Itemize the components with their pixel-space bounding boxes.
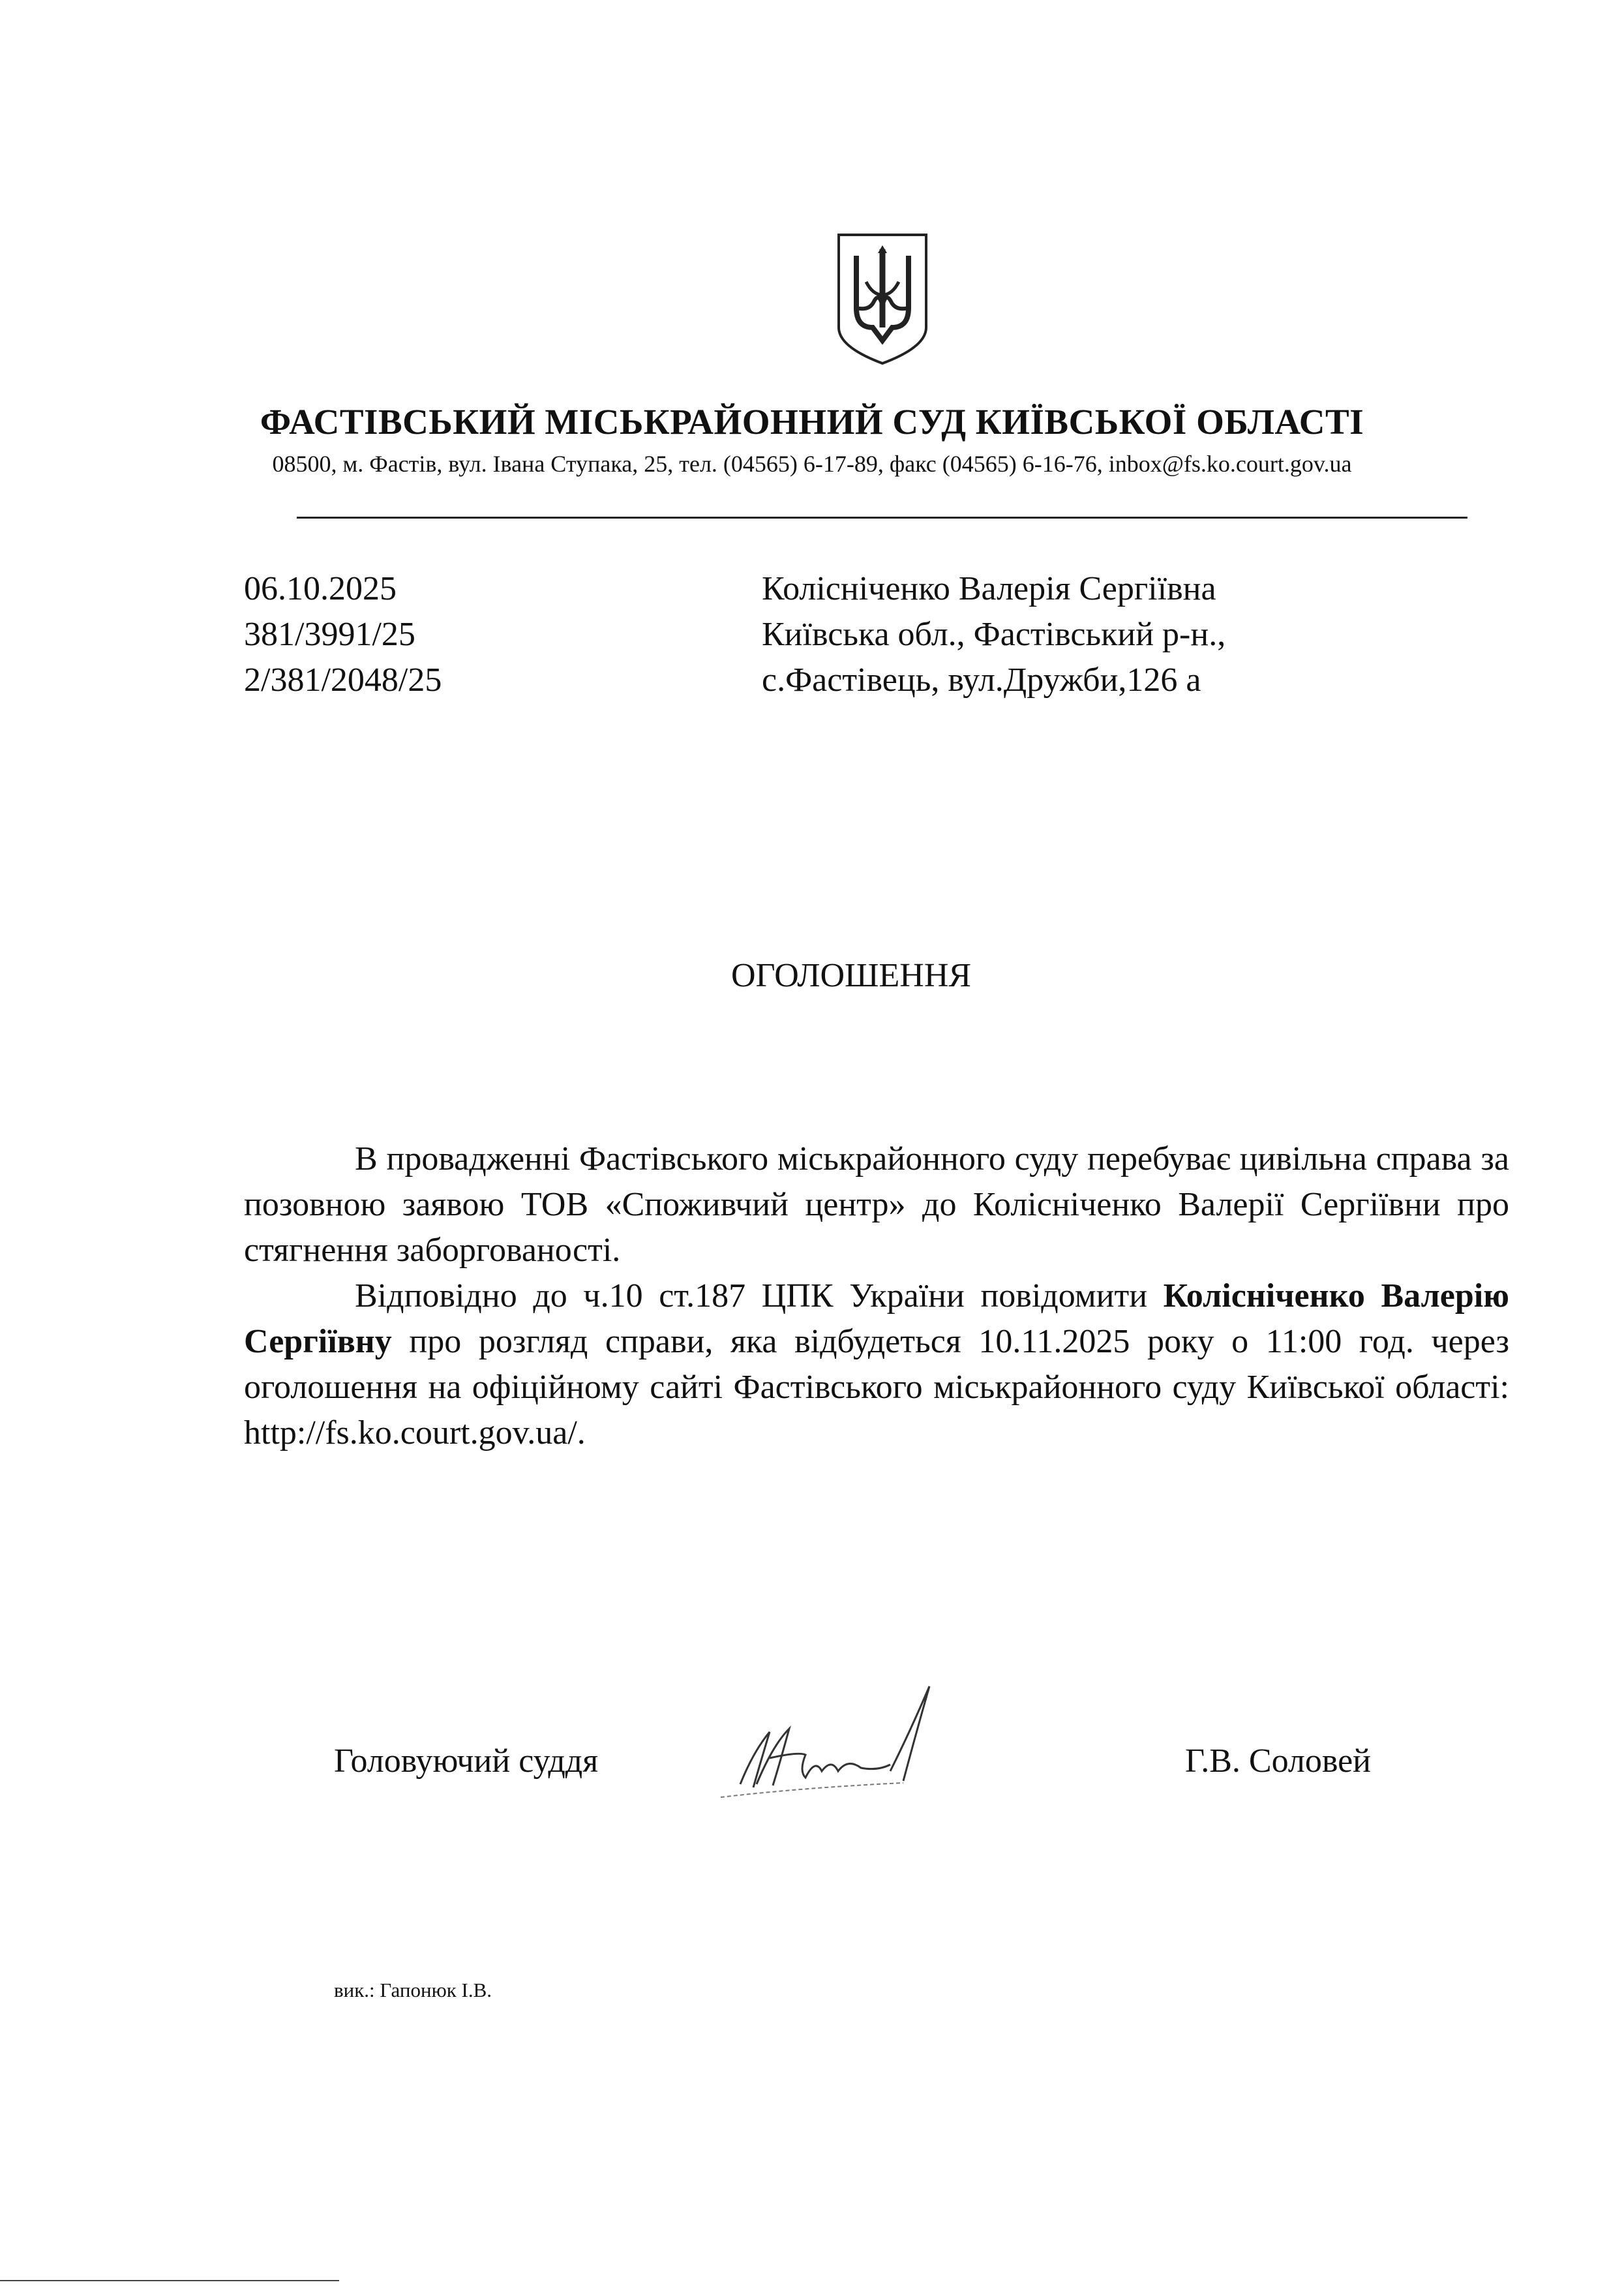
outgoing-number: 381/3991/25	[244, 616, 415, 653]
executor-note: вик.: Гапонюк І.В.	[334, 1979, 492, 2001]
addressee-block	[762, 566, 1226, 703]
judge-name: Г.В. Соловей	[1185, 1742, 1371, 1780]
addressee-address-line1: Київська обл., Фастівський р-н.,	[762, 616, 1226, 653]
signer-role: Головуючий суддя	[334, 1742, 599, 1780]
court-contacts: 08500, м. Фастів, вул. Івана Ступака, 25, тел. (04565) 6-17-89, факс (04565) 6-16-76, inbox@fs.ko.court.gov.ua	[272, 451, 1352, 477]
document-meta	[244, 566, 442, 703]
paragraph-2-text-end: про розгляд справи, яка відбудеться 10.11.2025 року о 11:00 год. через оголошення на офіційному сайті Фастівського міськрайонного суду Київської області: http://fs.ko.court.gov.ua/.	[244, 1323, 1509, 1451]
scan-edge-line	[0, 2280, 339, 2281]
header-divider	[297, 517, 1467, 519]
signature-icon	[708, 1673, 988, 1804]
addressee-address-line2: с.Фастівець, вул.Дружби,126 а	[762, 661, 1201, 699]
defendant-name-bold: Колісніченко Валерію Сергіївну	[244, 1277, 1509, 1360]
notice-paragraph-1: В провадженні Фастівського міськрайонного суду перебуває цивільна справа за позовною заявою ТОВ «Споживчий центр» до Колісніченко Валерії Сергіївни про стягнення заборгованості.	[244, 1140, 1509, 1269]
addressee-name: Колісніченко Валерія Сергіївна	[762, 570, 1216, 607]
court-name: ФАСТІВСЬКИЙ МІСЬКРАЙОННИЙ СУД КИЇВСЬКОЇ ОБЛАСТІ	[260, 402, 1364, 442]
notice-paragraph-2	[244, 1273, 1509, 1456]
document-date: 06.10.2025	[244, 570, 397, 607]
notice-body	[244, 1136, 1509, 1456]
notice-title: ОГОЛОШЕННЯ	[730, 957, 972, 994]
paragraph-2-text-start: Відповідно до ч.10 ст.187 ЦПК України повідомити	[355, 1277, 1164, 1314]
case-number: 2/381/2048/25	[244, 661, 442, 699]
coat-of-arms-icon	[834, 230, 931, 367]
